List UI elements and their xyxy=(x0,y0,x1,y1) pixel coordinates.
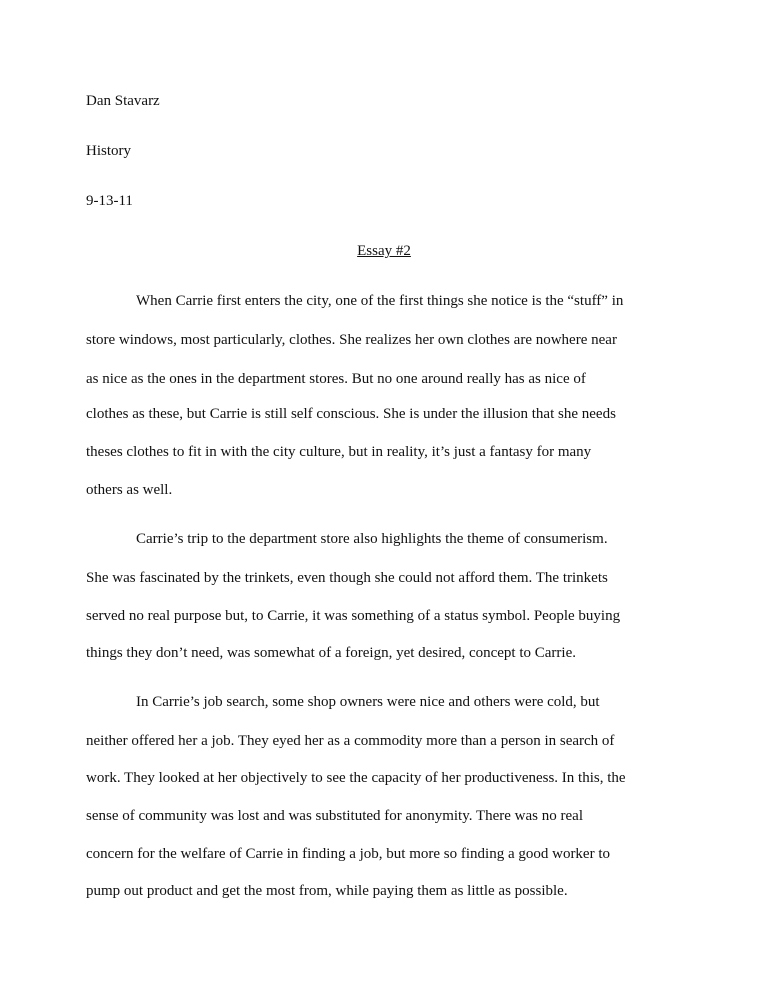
author-name: Dan Stavarz xyxy=(86,93,160,109)
paragraph-line: Carrie’s trip to the department store also highlights the theme of consumerism. xyxy=(136,531,608,547)
paragraph-line: work. They looked at her objectively to see the capacity of her productiveness. In this, the xyxy=(86,770,626,786)
paragraph-line: concern for the welfare of Carrie in finding a job, but more so finding a good worker to xyxy=(86,846,611,862)
paragraph-line: In Carrie’s job search, some shop owners were nice and others were cold, but xyxy=(136,694,600,710)
paragraph-line: served no real purpose but, to Carrie, it was something of a status symbol. People buying xyxy=(86,608,621,624)
paragraph-line: things they don’t need, was somewhat of a foreign, yet desired, concept to Carrie. xyxy=(86,645,576,661)
paragraph-line: as nice as the ones in the department stores. But no one around really has as nice of xyxy=(86,371,586,387)
essay-date: 9-13-11 xyxy=(86,193,133,209)
paragraph-line: neither offered her a job. They eyed her as a commodity more than a person in search of xyxy=(86,733,615,749)
paragraph-line: pump out product and get the most from, while paying them as little as possible. xyxy=(86,883,568,899)
paragraph-line: store windows, most particularly, clothes. She realizes her own clothes are nowhere near xyxy=(86,332,617,348)
paragraph-line: sense of community was lost and was substituted for anonymity. There was no real xyxy=(86,808,583,824)
paragraph-line: She was fascinated by the trinkets, even though she could not afford them. The trinkets xyxy=(86,570,608,586)
paragraph-line: clothes as these, but Carrie is still self conscious. She is under the illusion that she needs xyxy=(86,406,616,422)
paragraph-line: theses clothes to fit in with the city culture, but in reality, it’s just a fantasy for many xyxy=(86,444,592,460)
essay-title: Essay #2 xyxy=(357,243,411,259)
subject-name: History xyxy=(86,143,131,159)
paragraph-line: others as well. xyxy=(86,482,173,498)
paragraph-line: When Carrie first enters the city, one of the first things she notice is the “stuff” in xyxy=(136,293,624,309)
